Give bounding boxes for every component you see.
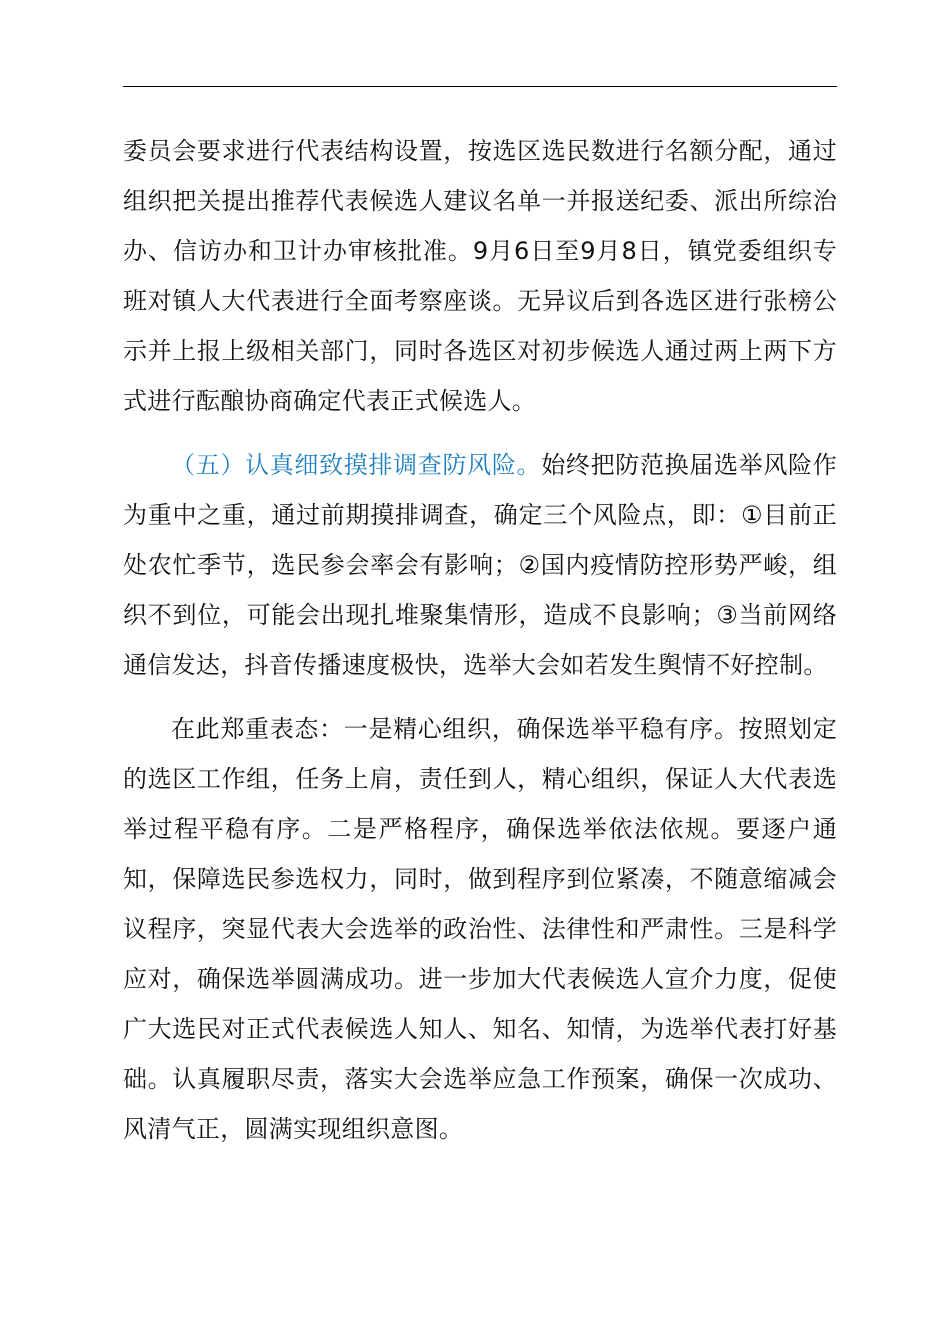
section-heading: （五）认真细致摸排调查防风险。	[171, 451, 542, 479]
paragraph-text: 委员会要求进行代表结构设置，按选区选民数进行名额分配，通过组织把关提出推荐代表候选人建议名单一并报送纪委、派出所综治办、信访办和卫计办审核批准。9月6日至9月8日，镇党委组织专班对镇人大代表进行全面考察座谈。无异议后到各选区进行张榜公示并上报上级相关部门，同时各选区对初步候选人通过两上两下方式进行酝酿协商确定代表正式候选人。	[123, 137, 837, 415]
paragraph-continuation	[123, 126, 837, 426]
paragraph-text: 始终把防范换届选举风险作为重中之重，通过前期摸排调查，确定三个风险点，即：①目前正处农忙季节，选民参会率会有影响；②国内疫情防控形势严峻，组织不到位，可能会出现扎堆聚集情形，造成不良影响；③当前网络通信发达，抖音传播速度极快，选举大会如若发生舆情不好控制。	[123, 451, 838, 679]
document-body	[123, 126, 837, 1154]
paragraph-text: 在此郑重表态：一是精心组织，确保选举平稳有序。按照划定的选区工作组，任务上肩，责任到人，精心组织，保证人大代表选举过程平稳有序。二是严格程序，确保选举依法依规。要逐户通知，保障选民参选权力，同时，做到程序到位紧凑，不随意缩减会议程序，突显代表大会选举的政治性、法律性和严肃性。三是科学应对，确保选举圆满成功。进一步加大代表候选人宣介力度，促使广大选民对正式代表候选人知人、知名、知情，为选举代表打好基础。认真履职尽责，落实大会选举应急工作预案，确保一次成功、风清气正，圆满实现组织意图。	[123, 715, 837, 1143]
header-rule	[123, 86, 837, 87]
paragraph-section-five	[123, 440, 837, 690]
paragraph-statement	[123, 704, 837, 1154]
